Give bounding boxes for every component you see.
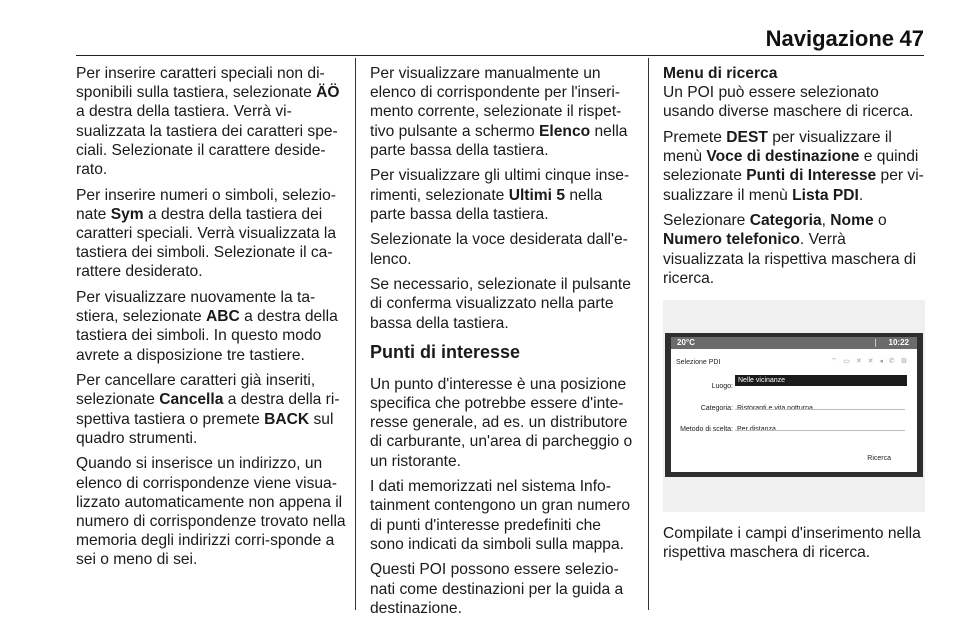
paragraph-symbols: Per inserire numeri o simboli, selezio-nate Sym a destra della tastiera dei caratteri speciali. Verrà visualizzata la tastiera dei simboli. Selezionate il ca-rattere desiderato.: [76, 186, 337, 281]
column-divider-2: [648, 58, 649, 610]
field-underline: [735, 409, 905, 410]
clock-readout: 10:22: [888, 338, 909, 348]
paragraph-poi-destinations: Questi POI possono essere selezio-nati come destinazioni per la guida a destinazione.: [370, 561, 624, 617]
page-number: 47: [899, 26, 924, 51]
temperature-readout: 20°C: [677, 338, 695, 348]
paragraph-select-entry: Selezionate la voce desiderata dall'e-lenco.: [370, 231, 628, 268]
subheading-search-menu: Menu di ricerca: [663, 65, 778, 82]
paragraph-list: Per visualizzare manualmente un elenco di corrispondente per l'inseri-mento corrente, selezionate il rispet-tivo pulsante a schermo Elenco nella parte bassa della tastiera.: [370, 65, 628, 159]
paragraph-poi-data: I dati memorizzati nel sistema Info-tainment contengono un gran numero di punti d'interesse predefiniti che sono indicati da simboli sulla mappa.: [370, 478, 631, 553]
infotainment-screen: [665, 333, 923, 477]
page-header: [0, 0, 960, 52]
paragraph-matches: Quando si inserisce un indirizzo, un elenco di corrispondenze viene visua-lizzato automaticamente non appena il numero di corrispondenze trovato nella memoria degli indirizzi corri-sponde a sei o meno di sei.: [76, 455, 346, 569]
screen-figure: [663, 300, 925, 512]
field-label-category: Categoria:: [700, 405, 733, 413]
section-heading-poi: Punti di interesse: [370, 341, 521, 362]
search-button[interactable]: Ricerca: [867, 454, 891, 462]
paragraph-delete: Per cancellare caratteri già inseriti, selezionate Cancella a destra della ri-spettiva tastiera o premete BACK sul quadro strumenti.: [76, 372, 340, 447]
paragraph-special-chars: Per inserire caratteri speciali non di-sponibili sulla tastiera, selezionate ÄÖ a destra della tastiera. Verrà vi-sualizzata la tastiera dei caratteri spe-ciali. Selezionate il carattere deside-rato.: [76, 65, 340, 179]
paragraph-search-masks: Un POI può essere selezionato usando diverse maschere di ricerca.: [663, 84, 914, 121]
screen-display: [671, 337, 917, 472]
header-rule: [76, 55, 924, 56]
column-1: [76, 64, 348, 576]
paragraph-abc: Per visualizzare nuovamente la ta-stiera, selezionate ABC a destra della tastiera dei simboli. In questo modo avrete a disposizione tre tastiere.: [76, 289, 338, 364]
status-separator: [875, 339, 876, 347]
column-divider-1: [355, 58, 356, 610]
paragraph-poi-definition: Un punto d'interesse è una posizione specifica che potrebbe essere d'inte-resse generale, ad es. un distributore di carburante, un'area di parcheggio o un ristorante.: [370, 375, 633, 470]
field-value-location[interactable]: Nelle vicinanze: [735, 375, 907, 386]
screen-title: Selezione PDI: [676, 359, 721, 367]
field-label-method: Metodo di scelta:: [680, 426, 733, 434]
field-label-location: Luogo:: [711, 383, 733, 391]
paragraph-dest: Premete DEST per visualizzare il menù Voce di destinazione e quindi selezionate Punti di Interesse per vi-sualizzare il menù Lista PDI.: [663, 129, 924, 204]
paragraph-confirm: Se necessario, selezionate il pulsante di conferma visualizzato nella parte bassa della tastiera.: [370, 276, 631, 332]
paragraph-last-five: Per visualizzare gli ultimi cinque inse-rimenti, selezionate Ultimi 5 nella parte bassa della tastiera.: [370, 167, 630, 223]
column-2: [370, 64, 634, 624]
chapter-title: Navigazione: [765, 26, 894, 51]
paragraph-select-category: Selezionare Categoria, Nome o Numero telefonico. Verrà visualizzata la rispettiva maschera di ricerca.: [663, 212, 917, 287]
field-underline: [735, 430, 905, 431]
paragraph-fill-fields: Compilate i campi d'inserimento nella rispettiva maschera di ricerca.: [663, 525, 921, 562]
column-3: [663, 64, 926, 569]
status-icons: ⌔ ▭ ✕ ✕ ◂ ✆ ⚙: [830, 358, 909, 366]
status-bar: [671, 337, 917, 349]
